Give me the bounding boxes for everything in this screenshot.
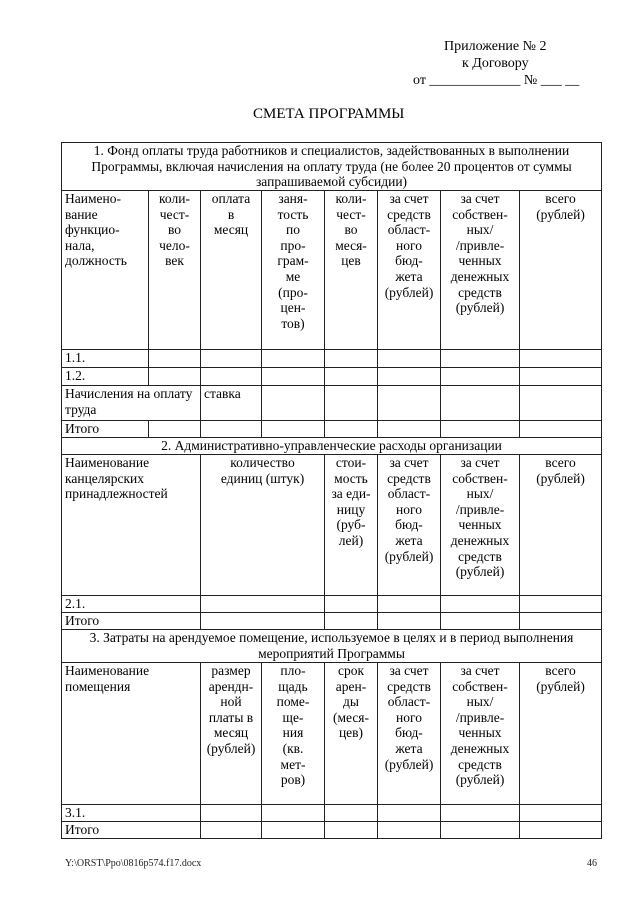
s2-header-quantity bbox=[201, 455, 325, 596]
s3-header-regional-budget bbox=[378, 663, 441, 805]
document-title: СМЕТА ПРОГРАММЫ bbox=[253, 106, 405, 122]
footer-file-path: Y:\ORST\Ppo\0816p574.f17.docx bbox=[65, 858, 202, 869]
s3-h1: размер арендн- ной платы в месяц (рублей) bbox=[206, 663, 256, 756]
cell bbox=[520, 822, 602, 839]
cell bbox=[378, 805, 441, 822]
cell bbox=[262, 386, 325, 421]
s3-h6: всего (рублей) bbox=[536, 663, 585, 694]
s3-h5: за счет собствен- ных/ /привле- ченных денежных средств (рублей) bbox=[450, 663, 510, 788]
cell bbox=[441, 350, 520, 368]
s1-h7: всего (рублей) bbox=[536, 191, 585, 222]
cell bbox=[520, 421, 602, 438]
s1-h0: Наимено- вание функцио- нала, должность bbox=[65, 191, 127, 269]
cell bbox=[149, 350, 201, 368]
s2-h5: всего (рублей) bbox=[536, 455, 585, 486]
s1-h1: коли- чест- во чело- век bbox=[159, 191, 190, 269]
cell bbox=[520, 386, 602, 421]
cell bbox=[325, 613, 378, 630]
cell bbox=[520, 350, 602, 368]
cell bbox=[262, 822, 325, 839]
s2-row-2-1: 2.1. bbox=[62, 596, 201, 613]
cell bbox=[201, 822, 262, 839]
s2-header-supplies bbox=[62, 455, 201, 596]
cell bbox=[441, 613, 520, 630]
cell bbox=[201, 805, 262, 822]
s2-h1: количество единиц (штук) bbox=[220, 455, 305, 486]
cell bbox=[378, 421, 441, 438]
s2-header-own-funds bbox=[441, 455, 520, 596]
cell bbox=[201, 368, 262, 386]
cell bbox=[149, 421, 201, 438]
s3-h0: Наименование помещения bbox=[65, 663, 150, 694]
s1-header-regional-budget bbox=[378, 191, 441, 350]
cell bbox=[325, 350, 378, 368]
cell bbox=[201, 421, 262, 438]
cell bbox=[262, 421, 325, 438]
s3-header-term bbox=[325, 663, 378, 805]
s1-h2: оплата в месяц bbox=[211, 191, 251, 238]
s1-total-label: Итого bbox=[62, 421, 149, 438]
s1-header-own-funds bbox=[441, 191, 520, 350]
s3-total-label: Итого bbox=[62, 822, 201, 839]
cell bbox=[520, 368, 602, 386]
cell bbox=[262, 805, 325, 822]
cell bbox=[262, 368, 325, 386]
cell bbox=[378, 613, 441, 630]
cell bbox=[520, 805, 602, 822]
s3-h4: за счет средств област- ного бюд- жета (рублей) bbox=[384, 663, 434, 772]
appendix-label: Приложение № 2 bbox=[444, 39, 547, 54]
cell bbox=[378, 350, 441, 368]
cell bbox=[441, 822, 520, 839]
to-contract-label: к Договору bbox=[462, 56, 529, 71]
s1-row-1-2: 1.2. bbox=[62, 368, 149, 386]
cell bbox=[441, 805, 520, 822]
s1-h3: заня- тость по про- грам- ме (про- цен- тов) bbox=[277, 191, 309, 331]
s1-header-monthly-pay bbox=[201, 191, 262, 350]
cell bbox=[201, 596, 325, 613]
s3-header-rent bbox=[201, 663, 262, 805]
s1-h6: за счет собствен- ных/ /привле- ченных денежных средств (рублей) bbox=[450, 191, 510, 316]
program-estimate-table bbox=[61, 142, 602, 839]
s2-h0: Наименование канцелярских принадлежностей bbox=[65, 455, 168, 502]
cell bbox=[441, 386, 520, 421]
s2-h4: за счет собствен- ных/ /привле- ченных денежных средств (рублей) bbox=[450, 455, 510, 580]
cell bbox=[441, 421, 520, 438]
footer-page-number: 46 bbox=[587, 858, 597, 869]
s2-h3: за счет средств област- ного бюд- жета (рублей) bbox=[384, 455, 434, 564]
s3-header-area bbox=[262, 663, 325, 805]
cell bbox=[441, 596, 520, 613]
s1-header-people bbox=[149, 191, 201, 350]
s1-header-employment bbox=[262, 191, 325, 350]
s1-row-1-1: 1.1. bbox=[62, 350, 149, 368]
s3-h3: срок арен- ды (меся- цев) bbox=[332, 663, 370, 741]
s1-header-months bbox=[325, 191, 378, 350]
cell bbox=[378, 368, 441, 386]
contract-date-number-line: от _____________ № ___ __ bbox=[413, 73, 580, 88]
cell bbox=[441, 368, 520, 386]
s1-header-total bbox=[520, 191, 602, 350]
s3-header-total bbox=[520, 663, 602, 805]
cell bbox=[325, 421, 378, 438]
s2-header-regional-budget bbox=[378, 455, 441, 596]
cell bbox=[149, 368, 201, 386]
cell bbox=[325, 386, 378, 421]
cell bbox=[325, 368, 378, 386]
cell bbox=[520, 613, 602, 630]
cell bbox=[520, 596, 602, 613]
cell bbox=[325, 822, 378, 839]
cell bbox=[325, 596, 378, 613]
cell bbox=[262, 350, 325, 368]
cell bbox=[378, 596, 441, 613]
s1-header-function bbox=[62, 191, 149, 350]
cell bbox=[201, 350, 262, 368]
section3-title: 3. Затраты на арендуемое помещение, используемое в целях и в период выполнения мероприятий Программы bbox=[62, 630, 602, 663]
section2-title: 2. Административно-управленческие расходы организации bbox=[62, 438, 602, 455]
s1-accruals-label: Начисления на оплату труда bbox=[62, 386, 201, 421]
s1-h5: за счет средств област- ного бюд- жета (рублей) bbox=[384, 191, 434, 300]
s1-rate-label: ставка bbox=[201, 386, 262, 421]
cell bbox=[201, 613, 325, 630]
s2-header-unit-cost bbox=[325, 455, 378, 596]
section1-title: 1. Фонд оплаты труда работников и специалистов, задействованных в выполнении Программы, включая начисления на оплату труда (не более 20 процентов от суммы запрашиваемой субсидии) bbox=[62, 143, 602, 191]
s3-h2: пло- щадь поме- ще- ния (кв. мет- ров) bbox=[276, 663, 310, 788]
s2-total-label: Итого bbox=[62, 613, 201, 630]
cell bbox=[378, 822, 441, 839]
s1-h4: коли- чест- во меся- цев bbox=[335, 191, 367, 269]
cell bbox=[378, 386, 441, 421]
s2-h2: стои- мость за еди- ницу (руб- лей) bbox=[331, 455, 371, 548]
s3-row-3-1: 3.1. bbox=[62, 805, 201, 822]
s3-header-own-funds bbox=[441, 663, 520, 805]
s3-header-premises bbox=[62, 663, 201, 805]
cell bbox=[325, 805, 378, 822]
s2-header-total bbox=[520, 455, 602, 596]
